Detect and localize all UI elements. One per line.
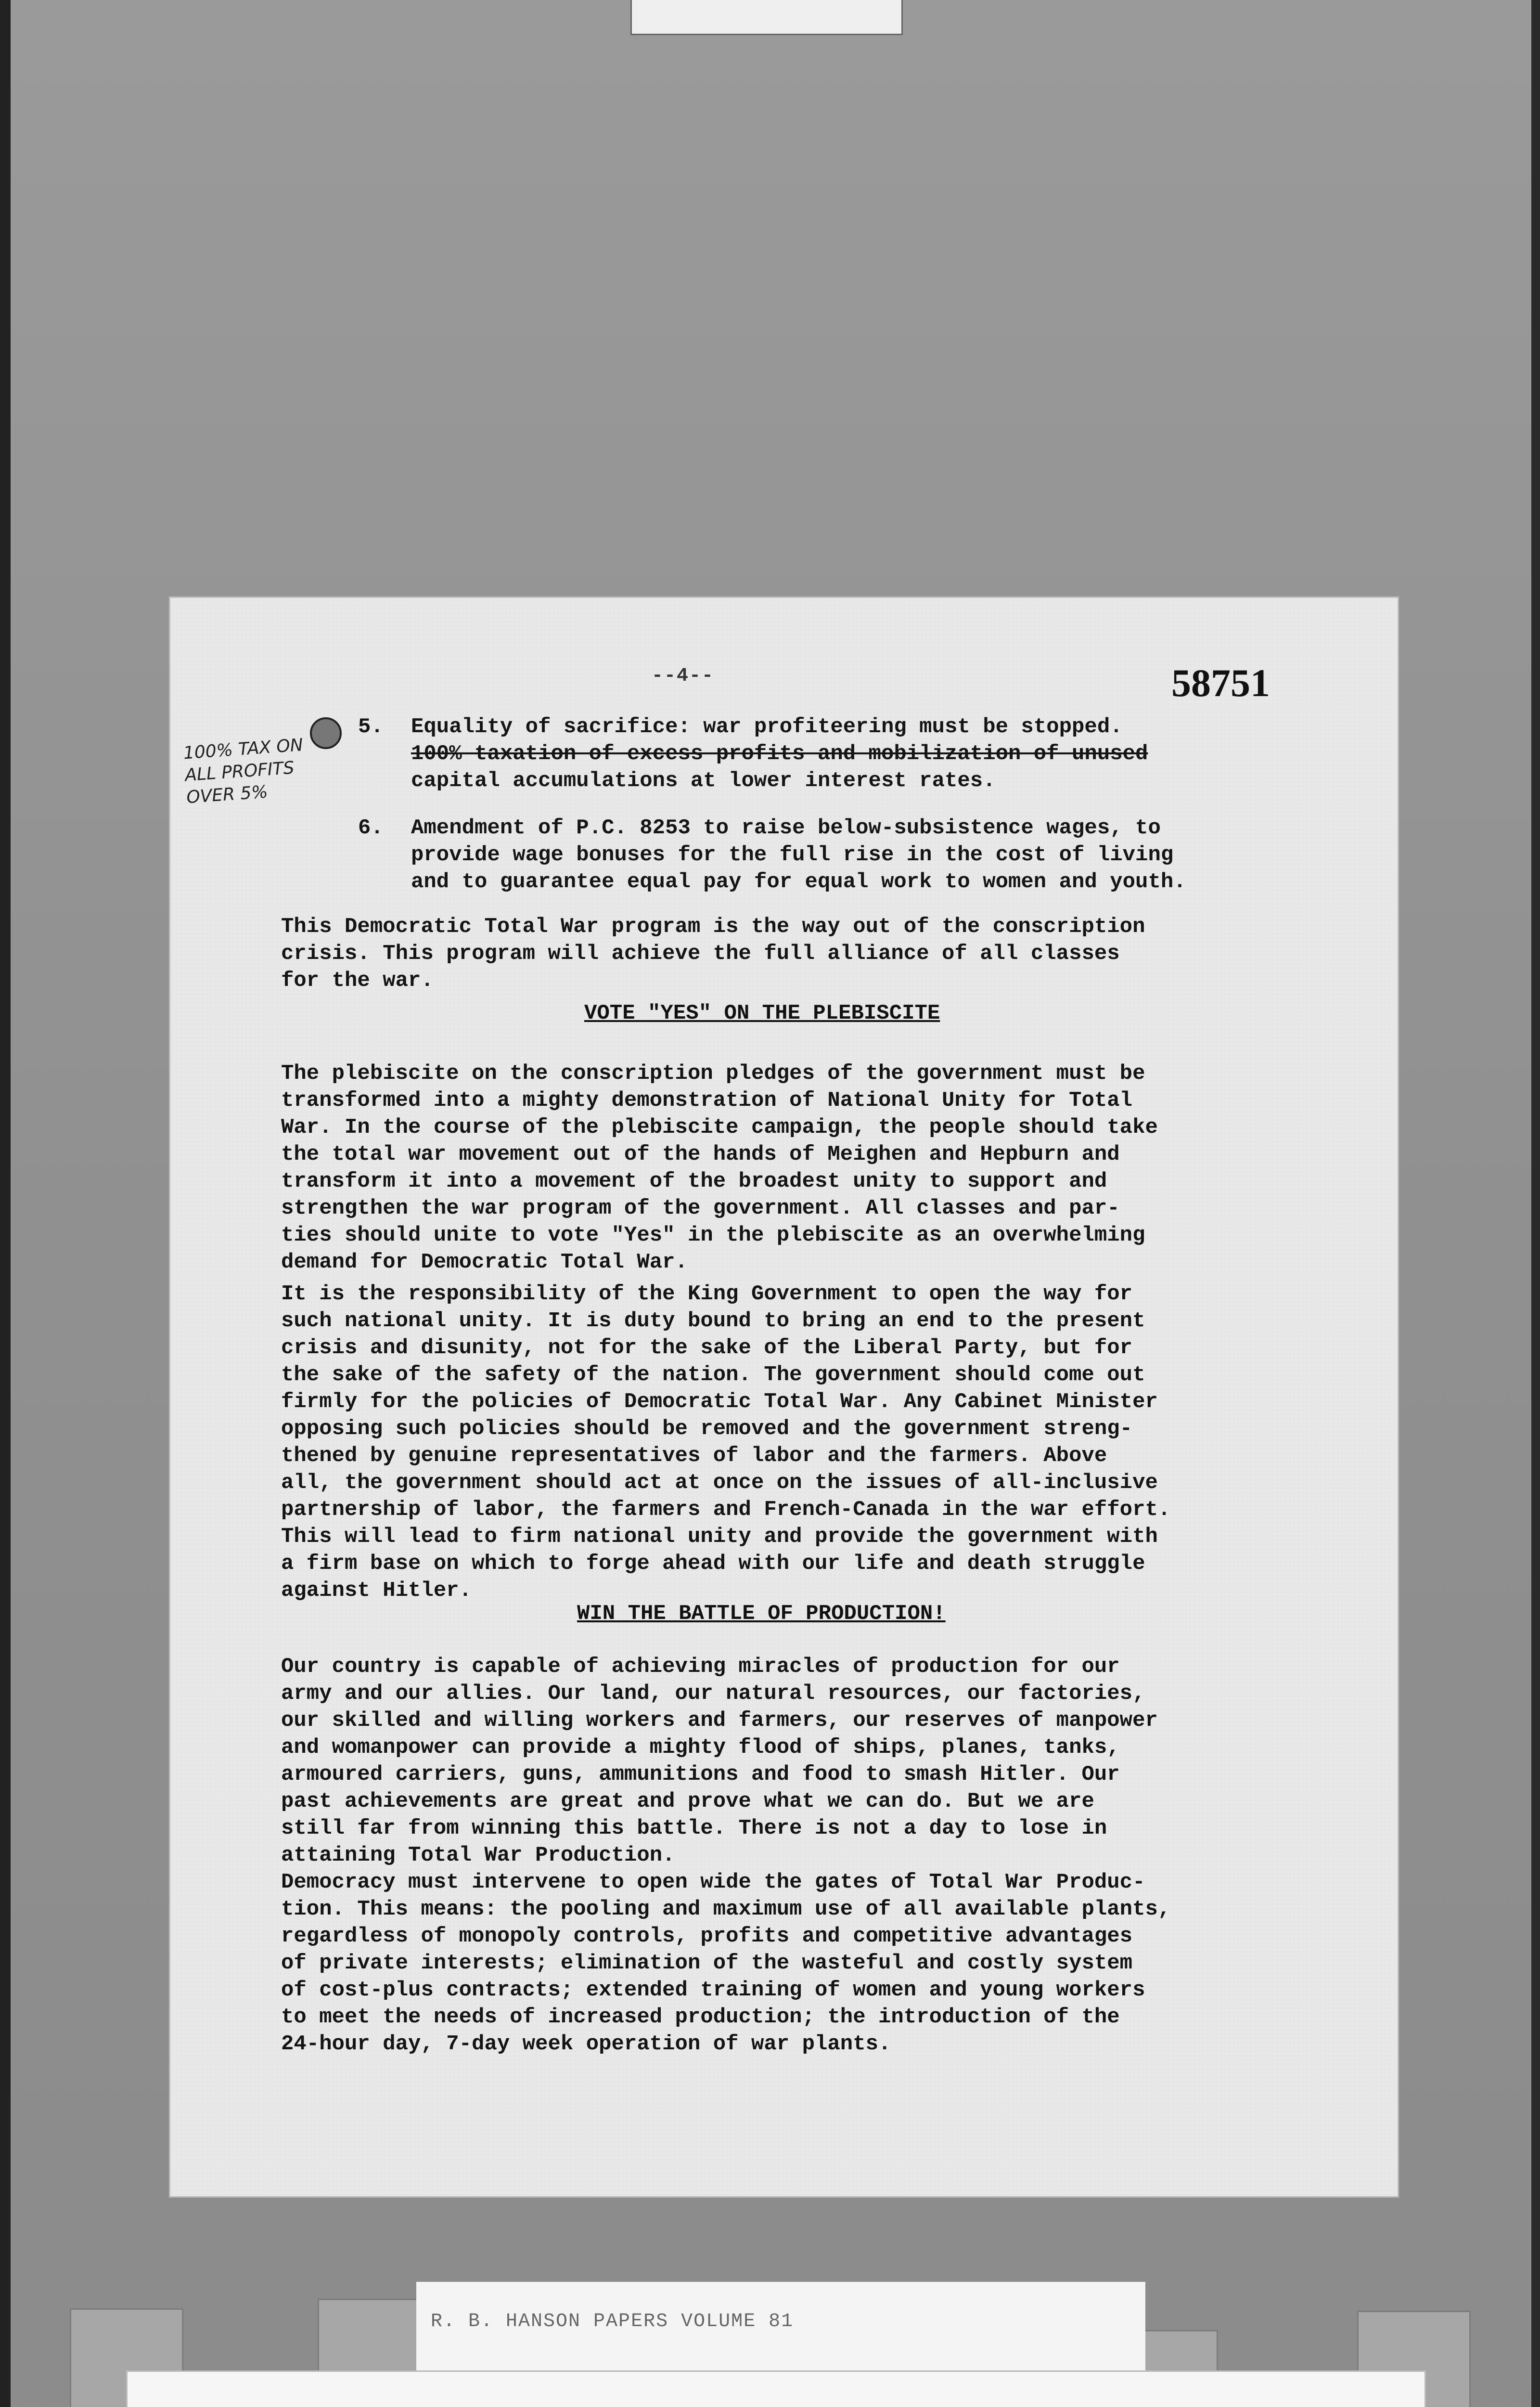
paragraph-line: 24-hour day, 7-day week operation of war plants. <box>281 2032 891 2056</box>
paragraph-line: to meet the needs of increased production; the introduction of the <box>281 2005 1120 2029</box>
paragraph-line: still far from winning this battle. There is not a day to lose in <box>281 1816 1107 1840</box>
paragraph-line: transformed into a mighty demonstration of National Unity for Total <box>281 1088 1133 1113</box>
document-page <box>170 598 1398 2196</box>
paragraph-line: partnership of labor, the farmers and French-Canada in the war effort. <box>281 1498 1171 1522</box>
paragraph-line: crisis and disunity, not for the sake of the Liberal Party, but for <box>281 1336 1133 1360</box>
paragraph-line: It is the responsibility of the King Government to open the way for <box>281 1282 1133 1306</box>
paragraph-line: such national unity. It is duty bound to bring an end to the present <box>281 1309 1145 1333</box>
list-item-line-struck: 100% taxation of excess profits and mobilization of unused <box>411 742 1148 766</box>
list-item-line: provide wage bonuses for the full rise in the cost of living <box>411 843 1174 867</box>
paragraph-line: crisis. This program will achieve the full alliance of all classes <box>281 942 1120 966</box>
paragraph-line: for the war. <box>281 969 434 993</box>
paragraph-responsibility <box>281 1281 1292 1604</box>
list-item-line: and to guarantee equal pay for equal work to women and youth. <box>411 870 1186 894</box>
list-item-number: 6. <box>358 816 384 840</box>
paragraph-line: the total war movement out of the hands of Meighen and Hepburn and <box>281 1142 1120 1166</box>
paragraph-line: the sake of the safety of the nation. The government should come out <box>281 1363 1145 1387</box>
paragraph-line: attaining Total War Production. <box>281 1843 675 1867</box>
paragraph-line: a firm base on which to forge ahead with our life and death struggle <box>281 1552 1145 1576</box>
paragraph-line: Democracy must intervene to open wide the gates of Total War Produc- <box>281 1870 1145 1894</box>
paragraph-democracy <box>281 1869 1292 2058</box>
top-paper-tab <box>630 0 903 35</box>
paragraph-country <box>281 1653 1292 1869</box>
paragraph-line: opposing such policies should be removed and the government streng- <box>281 1417 1133 1441</box>
paragraph-line: of private interests; elimination of the wasteful and costly system <box>281 1951 1133 1975</box>
heading-battle-of-production: WIN THE BATTLE OF PRODUCTION! <box>577 1602 946 1626</box>
page-header <box>170 661 1398 709</box>
list-item-line: Equality of sacrifice: war profiteering must be stopped. <box>411 715 1123 739</box>
list-item-number: 5. <box>358 715 384 739</box>
paragraph-line: transform it into a movement of the broadest unity to support and <box>281 1169 1107 1193</box>
paragraph-line: regardless of monopoly controls, profits and competitive advantages <box>281 1924 1133 1948</box>
paragraph-line: army and our allies. Our land, our natural resources, our factories, <box>281 1682 1145 1706</box>
archive-stamp-number: 58751 <box>1171 661 1270 705</box>
paragraph-line: ties should unite to vote "Yes" in the plebiscite as an overwhelming <box>281 1223 1145 1247</box>
heading-vote-yes: VOTE "YES" ON THE PLEBISCITE <box>584 1001 940 1025</box>
tape-corner-left <box>318 2299 422 2374</box>
paragraph-line: of cost-plus contracts; extended training of women and young workers <box>281 1978 1145 2002</box>
paragraph-line: and womanpower can provide a mighty flood of ships, planes, tanks, <box>281 1735 1120 1760</box>
film-edge-right <box>1531 0 1540 2407</box>
page-number: --4-- <box>652 665 715 687</box>
public-archives-card <box>126 2370 1426 2407</box>
handwritten-margin-note: 100% TAX ON ALL PROFITS OVER 5% <box>182 735 304 808</box>
list-item-5 <box>358 713 1349 794</box>
paragraph-line: demand for Democratic Total War. <box>281 1250 688 1274</box>
paragraph-line: thened by genuine representatives of labor and the farmers. Above <box>281 1444 1107 1468</box>
paragraph-line: against Hitler. <box>281 1579 472 1603</box>
list-item-6 <box>358 815 1349 895</box>
paragraph-line: Our country is capable of achieving miracles of production for our <box>281 1655 1120 1679</box>
paragraph-line: all, the government should act at once on the issues of all-inclusive <box>281 1471 1158 1495</box>
list-item-line: capital accumulations at lower interest rates. <box>411 769 996 793</box>
paragraph-line: War. In the course of the plebiscite campaign, the people should take <box>281 1115 1158 1139</box>
list-item-line: Amendment of P.C. 8253 to raise below-subsistence wages, to <box>411 816 1161 840</box>
paragraph-program <box>281 913 1292 994</box>
paragraph-line: tion. This means: the pooling and maximum use of all available plants, <box>281 1897 1171 1921</box>
volume-label-text: R. B. HANSON PAPERS VOLUME 81 <box>431 2311 794 2332</box>
paragraph-line: firmly for the policies of Democratic Total War. Any Cabinet Minister <box>281 1390 1158 1414</box>
paragraph-line: strengthen the war program of the government. All classes and par- <box>281 1196 1120 1220</box>
paragraph-line: This will lead to firm national unity and provide the government with <box>281 1525 1158 1549</box>
paragraph-line: The plebiscite on the conscription pledges of the government must be <box>281 1061 1145 1086</box>
paragraph-line: armoured carriers, guns, ammunitions and food to smash Hitler. Our <box>281 1762 1120 1786</box>
paragraph-line: our skilled and willing workers and farmers, our reserves of manpower <box>281 1708 1158 1733</box>
film-edge-left <box>0 0 11 2407</box>
paragraph-line: past achievements are great and prove what we can do. But we are <box>281 1789 1094 1813</box>
paragraph-plebiscite <box>281 1060 1292 1276</box>
paragraph-line: This Democratic Total War program is the way out of the conscription <box>281 915 1145 939</box>
